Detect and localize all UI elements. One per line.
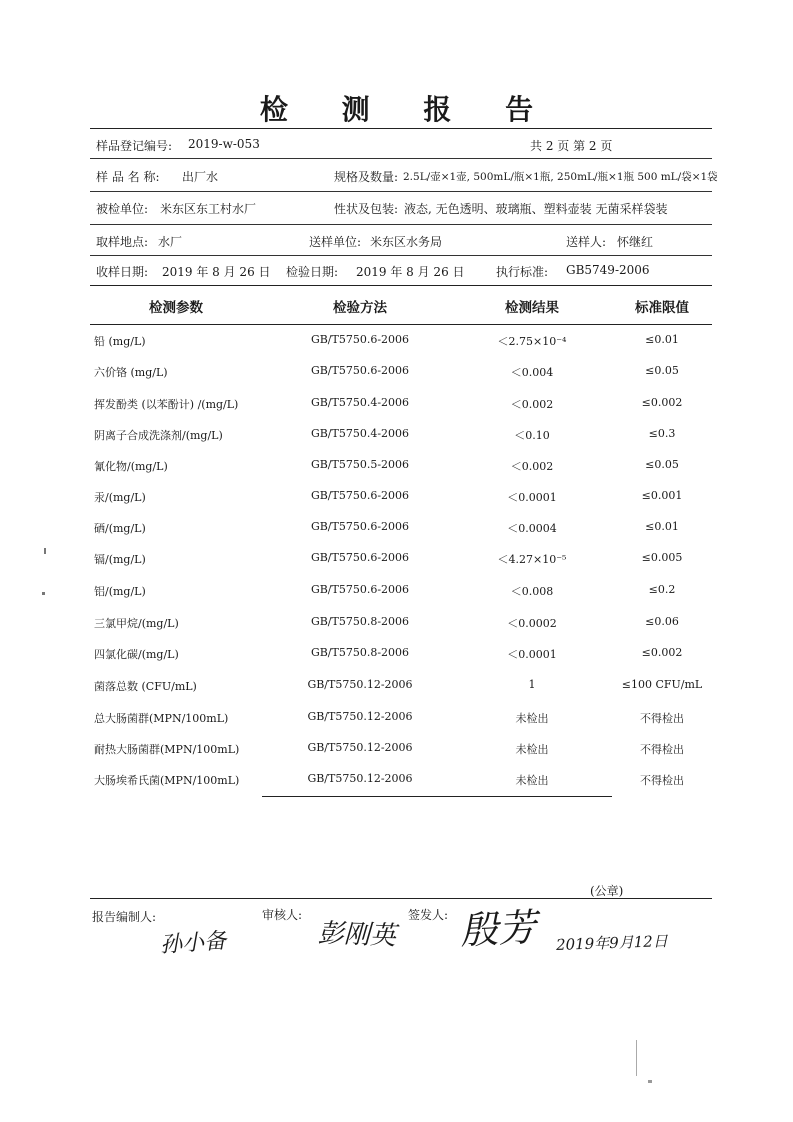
- property-value: 液态, 无色透明、玻璃瓶、塑料壶装 无菌采样袋装: [404, 202, 668, 216]
- limit-cell: ≤0.05: [645, 364, 679, 377]
- col-header-result: 检测结果: [505, 300, 559, 316]
- header-top-rule: [90, 128, 712, 129]
- method-cell: GB/T5750.12-2006: [307, 772, 413, 785]
- limit-cell: 不得检出: [640, 712, 684, 725]
- limit-cell: ≤0.06: [645, 615, 679, 628]
- result-cell: 未检出: [515, 712, 549, 725]
- table-header-rule: [90, 324, 712, 325]
- param-cell: 硒/(mg/L): [94, 522, 146, 535]
- unit-value: 米东区东工村水厂: [160, 202, 257, 216]
- test-date-label: 检验日期:: [286, 265, 339, 279]
- param-cell: 汞/(mg/L): [94, 491, 146, 504]
- param-cell: 六价铬 (mg/L): [94, 366, 168, 379]
- reviewer-signature: 彭刚英: [317, 918, 397, 952]
- sample-name-label: 样 品 名 称:: [96, 170, 160, 184]
- result-cell: ＜0.0002: [507, 617, 557, 630]
- param-cell: 四氯化碳/(mg/L): [94, 648, 179, 661]
- limit-cell: ≤0.01: [645, 520, 679, 533]
- compiler-label: 报告编制人:: [92, 910, 157, 924]
- method-cell: GB/T5750.12-2006: [307, 678, 413, 691]
- method-cell: GB/T5750.6-2006: [310, 489, 410, 502]
- reviewer-label: 审核人:: [262, 908, 303, 922]
- document-title: 检 测 报 告: [259, 93, 556, 126]
- result-cell: ＜0.008: [510, 585, 554, 598]
- result-cell: 1: [528, 678, 536, 691]
- param-cell: 镉/(mg/L): [94, 553, 146, 566]
- signature-date: 2019年9月12日: [555, 932, 669, 954]
- method-cell: GB/T5750.6-2006: [310, 333, 410, 346]
- seal-note: (公章): [590, 884, 624, 898]
- limit-cell: ≤0.002: [641, 396, 683, 409]
- param-cell: 阴离子合成洗涤剂/(mg/L): [94, 429, 223, 442]
- method-cell: GB/T5750.4-2006: [310, 427, 410, 440]
- param-cell: 三氯甲烷/(mg/L): [94, 617, 179, 630]
- param-cell: 菌落总数 (CFU/mL): [94, 680, 197, 693]
- method-cell: GB/T5750.8-2006: [310, 646, 410, 659]
- page-info: 共 2 页 第 2 页: [530, 139, 613, 153]
- result-cell: ＜0.10: [514, 429, 550, 442]
- scan-mark: [636, 1040, 637, 1076]
- limit-cell: ≤0.005: [641, 551, 683, 564]
- param-cell: 总大肠菌群(MPN/100mL): [94, 712, 229, 725]
- limit-cell: ≤0.002: [641, 646, 683, 659]
- issuer-label: 签发人:: [408, 908, 449, 922]
- issuer-signature: 殷芳: [459, 905, 538, 953]
- header-rule-4: [90, 255, 712, 256]
- result-cell: ＜0.0004: [507, 522, 557, 535]
- col-header-parameter: 检测参数: [149, 300, 203, 316]
- limit-cell: ≤0.01: [645, 333, 679, 346]
- sample-name-value: 出厂水: [182, 170, 219, 184]
- header-rule-1: [90, 158, 712, 159]
- unit-label: 被检单位:: [96, 202, 149, 216]
- reg-label: 样品登记编号:: [96, 139, 173, 153]
- limit-cell: ≤100 CFU/mL: [621, 678, 703, 691]
- sender-unit-label: 送样单位:: [309, 235, 362, 249]
- limit-cell: ≤0.3: [648, 427, 676, 440]
- method-cell: GB/T5750.6-2006: [310, 583, 410, 596]
- standard-label: 执行标准:: [496, 265, 549, 279]
- result-cell: ＜4.27×10⁻⁵: [497, 553, 567, 566]
- header-rule-2: [90, 191, 712, 192]
- receive-date-label: 收样日期:: [96, 265, 149, 279]
- sender-unit-value: 米东区水务局: [370, 235, 443, 249]
- spec-value: 2.5L/壶×1壶, 500mL/瓶×1瓶, 250mL/瓶×1瓶 500 mL/袋×1袋: [403, 171, 718, 183]
- param-cell: 挥发酚类 (以苯酚计) /(mg/L): [94, 398, 239, 411]
- method-cell: GB/T5750.6-2006: [310, 551, 410, 564]
- property-label: 性状及包装:: [334, 202, 399, 216]
- place-label: 取样地点:: [96, 235, 149, 249]
- param-cell: 大肠埃希氏菌(MPN/100mL): [94, 774, 240, 787]
- scan-mark: [42, 592, 45, 595]
- method-cell: GB/T5750.12-2006: [307, 710, 413, 723]
- spec-label: 规格及数量:: [334, 170, 399, 184]
- scan-mark: [648, 1080, 652, 1083]
- limit-cell: ≤0.2: [648, 583, 676, 596]
- limit-cell: ≤0.001: [641, 489, 683, 502]
- param-cell: 铝/(mg/L): [94, 585, 146, 598]
- sender-label: 送样人:: [566, 235, 607, 249]
- place-value: 水厂: [158, 235, 183, 249]
- method-cell: GB/T5750.5-2006: [310, 458, 410, 471]
- result-cell: ＜2.75×10⁻⁴: [497, 335, 567, 348]
- result-cell: ＜0.0001: [507, 648, 557, 661]
- table-end-rule: [262, 796, 612, 797]
- sender-value: 怀继红: [617, 235, 654, 249]
- param-cell: 铅 (mg/L): [94, 335, 146, 348]
- method-cell: GB/T5750.12-2006: [307, 741, 413, 754]
- header-rule-3: [90, 224, 712, 225]
- header-bottom-rule: [90, 285, 712, 286]
- method-cell: GB/T5750.6-2006: [310, 364, 410, 377]
- limit-cell: ≤0.05: [645, 458, 679, 471]
- param-cell: 氰化物/(mg/L): [94, 460, 168, 473]
- method-cell: GB/T5750.4-2006: [310, 396, 410, 409]
- limit-cell: 不得检出: [640, 774, 684, 787]
- result-cell: ＜0.004: [510, 366, 554, 379]
- result-cell: 未检出: [515, 743, 549, 756]
- method-cell: GB/T5750.8-2006: [310, 615, 410, 628]
- limit-cell: 不得检出: [640, 743, 684, 756]
- param-cell: 耐热大肠菌群(MPN/100mL): [94, 743, 240, 756]
- result-cell: ＜0.002: [510, 398, 554, 411]
- standard-value: GB5749-2006: [566, 263, 650, 277]
- reg-value: 2019-w-053: [188, 137, 260, 151]
- result-cell: 未检出: [515, 774, 549, 787]
- footer-rule: [90, 898, 712, 899]
- result-cell: ＜0.0001: [507, 491, 557, 504]
- col-header-method: 检验方法: [333, 300, 387, 316]
- compiler-signature: 孙小备: [159, 928, 227, 959]
- receive-date-value: 2019 年 8 月 26 日: [162, 265, 271, 279]
- col-header-limit: 标准限值: [635, 300, 689, 316]
- result-cell: ＜0.002: [510, 460, 554, 473]
- method-cell: GB/T5750.6-2006: [310, 520, 410, 533]
- test-date-value: 2019 年 8 月 26 日: [356, 265, 465, 279]
- scan-mark: [44, 548, 46, 554]
